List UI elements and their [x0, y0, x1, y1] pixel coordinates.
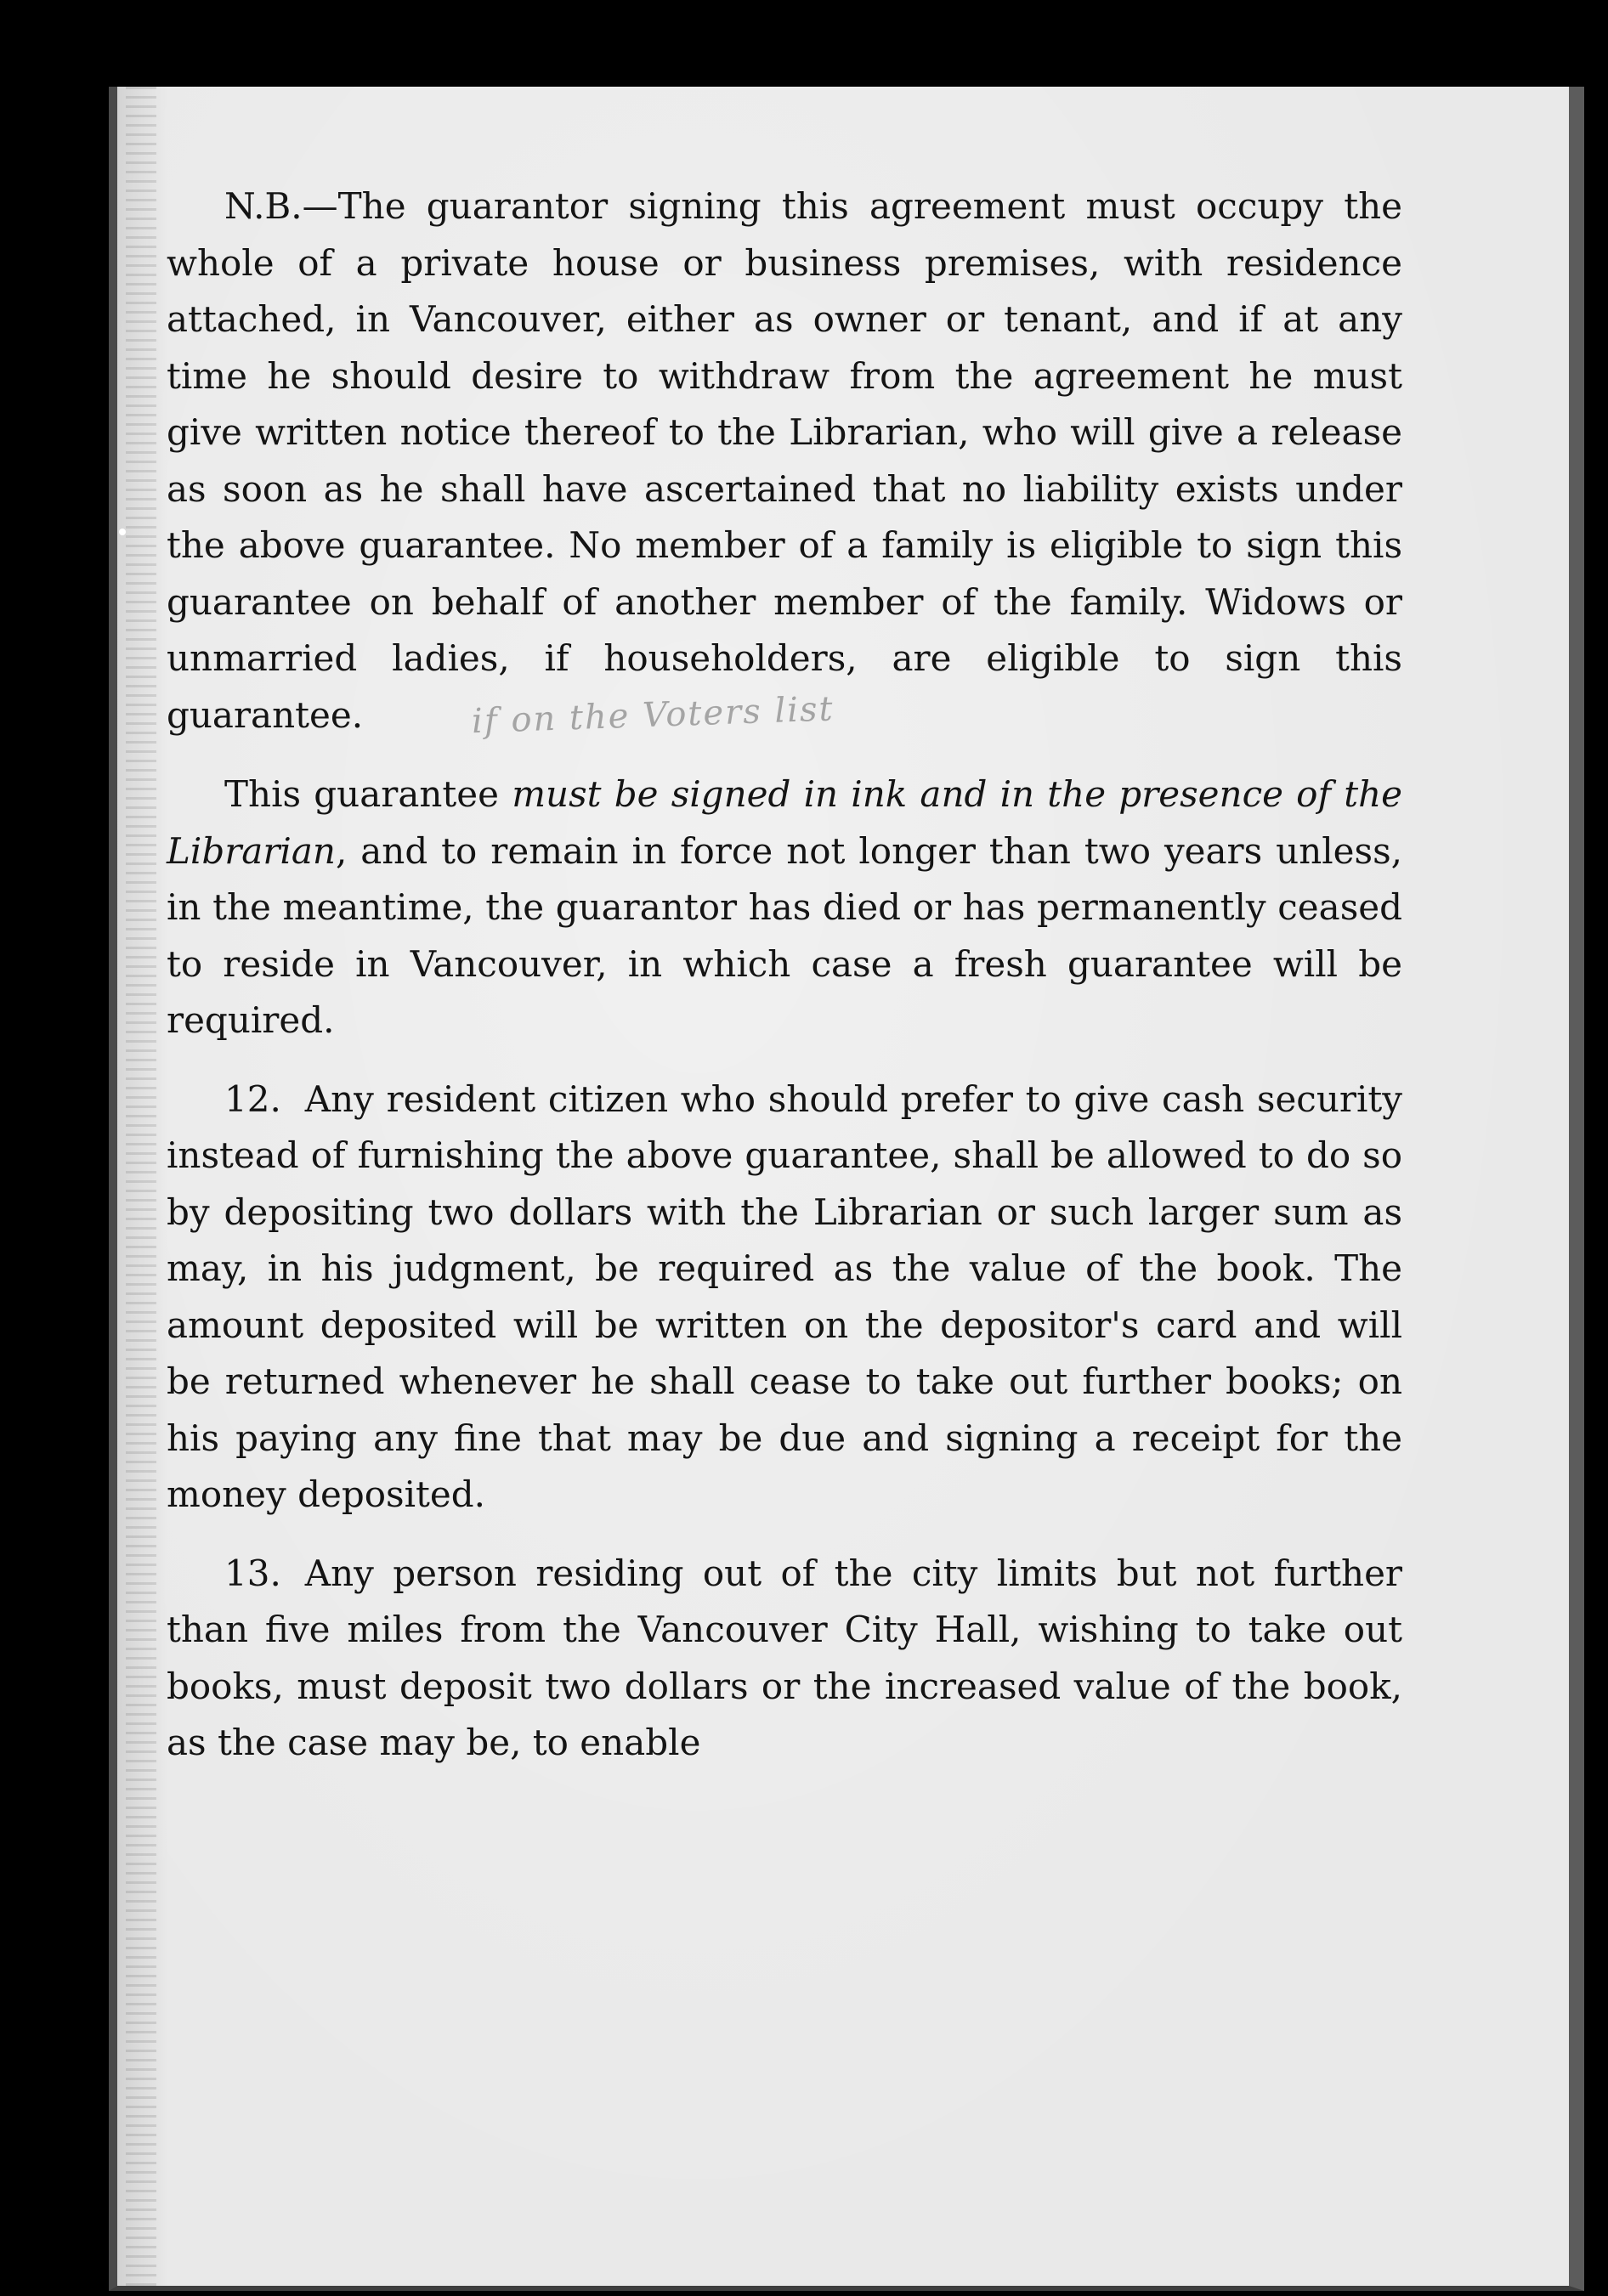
rule-13-text: Any person residing out of the city limits but not further than five miles from the Vancouver City Hall, wishing to take out books, must deposit two dollars or the increased value of the book, as the case may be, to enable: [167, 1552, 1402, 1763]
rule-12-text: Any resident citizen who should prefer to give cash security instead of furnishing the above guarantee, shall be allowed to do so by depositing two dollars with the Librarian or such larger sum as may, in his judgment, be required as the value of the book. The amount deposited will be written on the depositor's card and will be returned whenever he shall cease to take out further books; on his paying any fine that may be due and signing a receipt for the money deposited.: [167, 1077, 1402, 1515]
signing-text-2: , and to remain in force not longer than two years unless, in the meantime, the guarantor has died or has permanently ceased to reside in Vancouver, in which case a fresh guarantee will be required.: [167, 829, 1402, 1041]
handwritten-annotation: if on the Voters list: [471, 688, 835, 741]
signing-paragraph: [167, 766, 1402, 1049]
dust-speck: [119, 529, 126, 535]
rule-12-number: 12.: [224, 1077, 281, 1120]
rule-12-paragraph: [167, 1072, 1402, 1524]
page-gutter: [126, 87, 156, 2286]
nb-paragraph: [167, 178, 1402, 744]
nb-lead: N.B.—: [224, 185, 338, 227]
rule-13-number: 13.: [224, 1552, 281, 1594]
signing-text-italic: must be signed in ink and in the presence of the Librarian: [167, 773, 1402, 872]
rule-13-paragraph: [167, 1546, 1402, 1772]
signing-text-1: This guarantee: [224, 773, 512, 815]
page-text: [167, 178, 1402, 1772]
nb-text: The guarantor signing this agreement must occupy the whole of a private house or business premises, with residence attached, in Vancouver, either as owner or tenant, and if at any time he should desire to withdraw from the agreement he must give written notice thereof to the Librarian, who will give a release as soon as he shall have ascertained that no liability exists under the above guarantee. No member of a family is eligible to sign this guarantee on behalf of another member of the family. Widows or unmarried ladies, if householders, are eligible to sign this guarantee.: [167, 185, 1402, 736]
